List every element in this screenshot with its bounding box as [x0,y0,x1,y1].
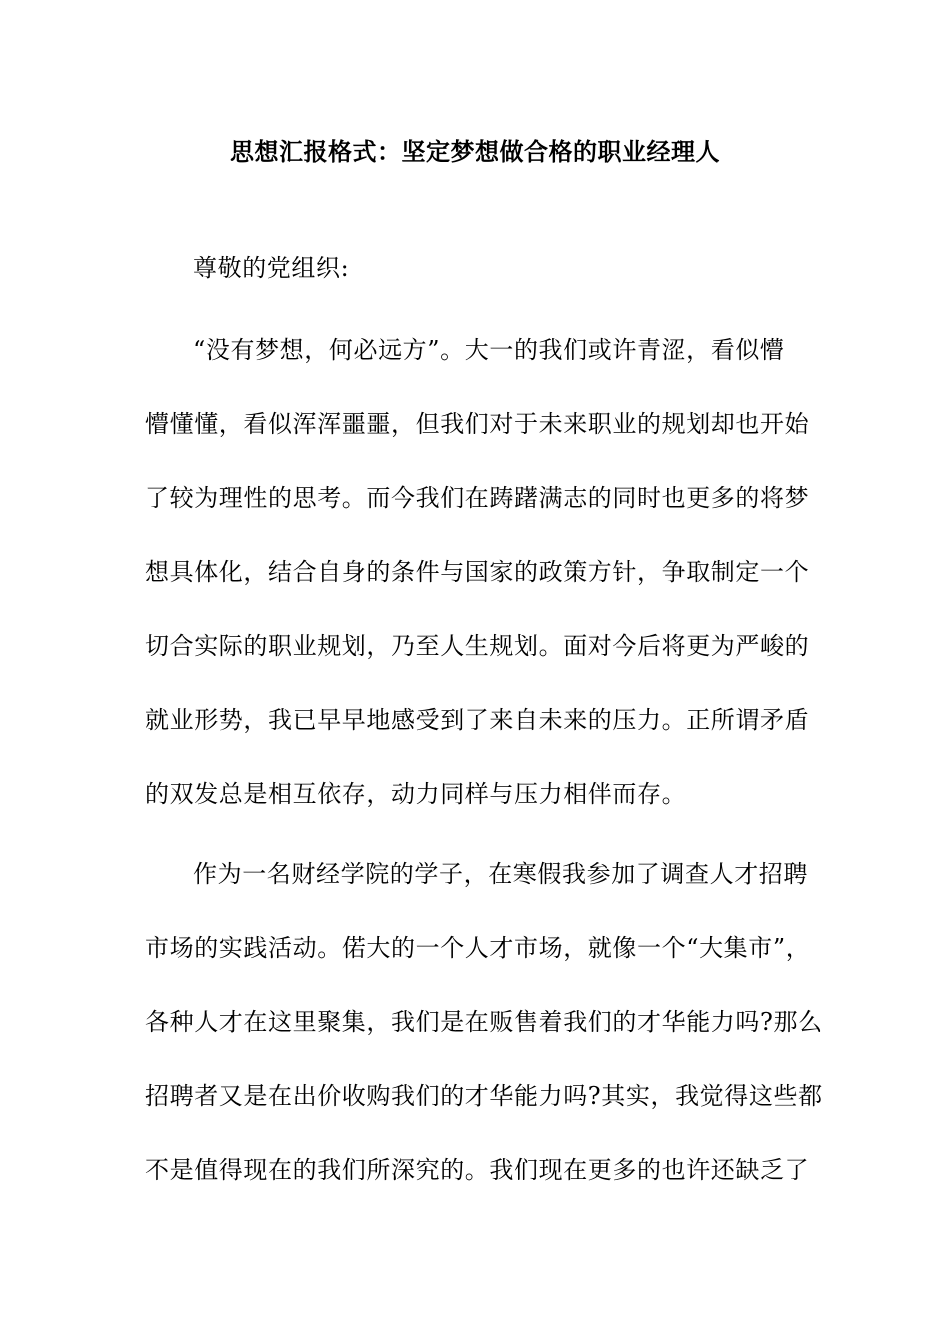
paragraph-line: 作为一名财经学院的学子，在寒假我参加了调查人才招聘 [193,860,808,888]
paragraph-line: “没有梦想，何必远方”。大一的我们或许青涩，看似懵 [193,336,785,364]
paragraph-line: 的双发总是相互依存，动力同样与压力相伴而存。 [145,780,687,808]
paragraph-line: 了较为理性的思考。而今我们在踌躇满志的同时也更多的将梦 [145,484,810,512]
paragraph-line: 就业形势，我已早早地感受到了来自未来的压力。正所谓矛盾 [145,706,810,734]
paragraph-line: 切合实际的职业规划，乃至人生规划。面对今后将更为严峻的 [145,632,810,660]
paragraph-line: 招聘者又是在出价收购我们的才华能力吗?其实，我觉得这些都 [145,1082,823,1110]
paragraph-line: 不是值得现在的我们所深究的。我们现在更多的也许还缺乏了 [145,1156,810,1184]
paragraph-line: 想具体化，结合自身的条件与国家的政策方针，争取制定一个 [145,558,810,586]
paragraph-line: 各种人才在这里聚集，我们是在贩售着我们的才华能力吗?那么 [145,1008,823,1036]
salutation: 尊敬的党组织: [193,254,350,282]
paragraph-line: 市场的实践活动。偌大的一个人才市场，就像一个“大集市”， [145,934,811,962]
paragraph-line: 懵懂懂，看似浑浑噩噩，但我们对于未来职业的规划却也开始 [145,410,810,438]
document-title: 思想汇报格式：坚定梦想做合格的职业经理人 [230,137,720,166]
